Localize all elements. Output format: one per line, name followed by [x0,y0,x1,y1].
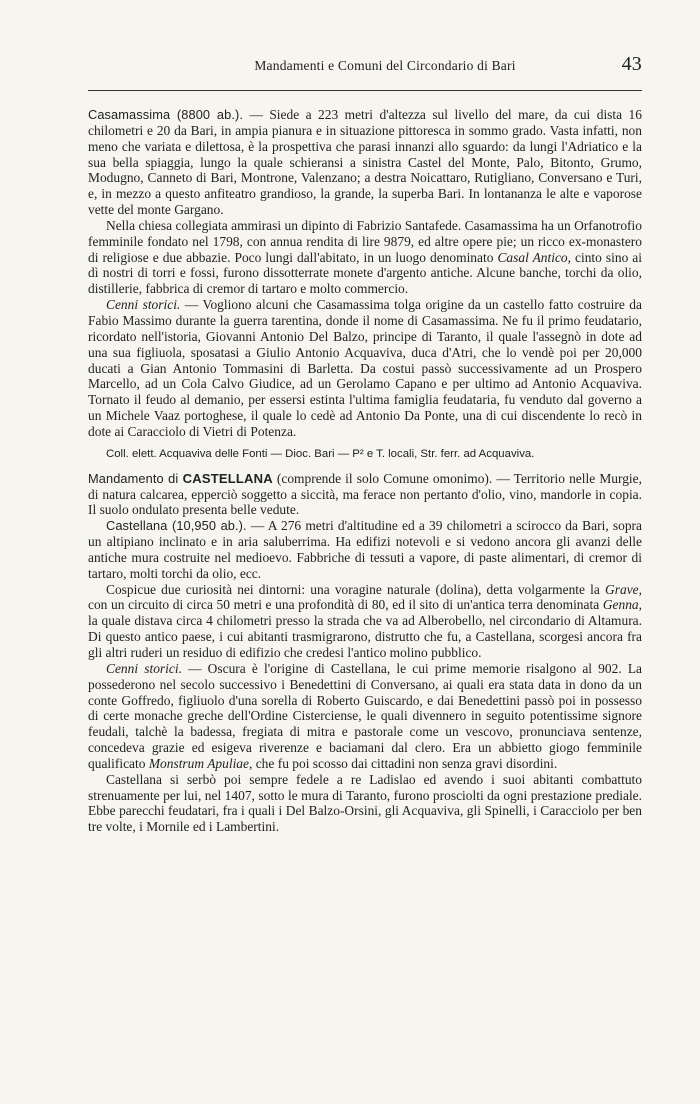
castellana-curiosities-paragraph [88,582,642,661]
body-text [88,107,642,835]
monstrum-apuliae-term: Monstrum Apuliae [148,755,249,771]
casamassima-history-text: — Vogliono alcuni che Casamassima tolga origine da un castello fatto costruire da Fabio Massimo durante la guerra tarentina, donde il nome di Casamassima. Ne fu il primo feudatario, ricordato nell'istoria, Giovanni Antonio Del Balzo, principe di Taranto, il quale l'assegnò in dote ad una sua figliuola, sposatasi a Giulio Antonio Acquaviva, duca d'Atri, che lo vendè poi per 20,000 ducati a Gian Antonio Tommasini di Barletta. Da costui passò successivamente ad un Prospero Marcello, ad un Cola Calvo Giudice, ad un Gerolamo Capano e per ultimo ad Antonio Acquaviva. Tornato il feudo al demanio, per essersi estinta l'ultima famiglia feudataria, fu venduto dal governo a un Michele Vaaz portoghese, il quale lo cedè ad Antonio Da Ponte, una di cui discendente lo recò in dote ai Caracciolo di Vietri di Potenza. [88,297,642,439]
castellana-ladislao-paragraph: Castellana si serbò poi sempre fedele a re Ladislao ed avendo i suoi abitanti combattuto strenuamente per lui, nel 1407, sotto le mura di Taranto, furono prosciolti da ogni prestazione prediale. Ebbe parecchi feudatari, fra i quali i Del Balzo-Orsini, gli Acquaviva, gli Spinelli, i Caracciolo per ben tre volte, i Mornile ed i Lambertini. [88,771,642,835]
castellana-district-text: (comprende il solo Comune omonimo). — Territorio nelle Murgie, di natura calcarea, epperciò soggetto a siccità, ma ferace non pertanto d'olio, vino, mandorle in copia. Il suolo ondulato presenta belle vedute. [88,470,642,518]
castellana-history-heading: Cenni storici. [106,660,182,676]
casamassima-church-text-b: , cinto sino ai dì nostri di torri e fossi, furono dissotterrate monete d'argento antiche. Alcune banche, torchi da olio, distillerie, fabbrica di cremor di tartaro e molto commercio. [88,249,642,297]
castellana-curiosities-text-a: Cospicue due curiosità nei dintorni: una voragine naturale (dolina), detta volgarmente la [106,581,606,597]
grave-term: Grave [605,581,639,597]
casamassima-history-paragraph [88,297,642,440]
casamassima-church-paragraph [88,218,642,297]
castellana-history-text-b: , che fu poi scosso dai cittadini non senza gravi disordini. [249,755,558,771]
casamassima-history-heading: Cenni storici. [106,297,181,313]
casamassima-electoral-note: Coll. elett. Acquaviva delle Fonti — Dioc. Bari — P² e T. locali, Str. ferr. ad Acquaviva. [106,447,535,460]
casamassima-church-text-a: Nella chiesa collegiata ammirasi un dipinto di Fabrizio Santafede. Casamassima ha un Orfanotrofio femminile fondato nel 1798, con annua rendita di lire 9879, ed altre opere pie; un ricco ex-monastero di religiose e due abbazie. Poco lungi dall'abitato, in un luogo denominato [88,217,642,265]
castellana-district-paragraph [88,471,642,519]
header-rule [88,90,642,91]
castellana-curiosities-text-c: , la quale distava circa 4 chilometri presso la strada che va ad Alberobello, nel circondario di Altamura. Di questo antico paese, i cui abitanti trasmigrarono, distrutto che fu, a Castellana, scorgesi ancora fra gli altri ruderi un residuo di edifizio che credesi l'antico molino pubblico. [88,597,642,660]
castellana-curiosities-text-b: , con un circuito di circa 50 metri e una profondità di 80, ed il sito di un'antica terra denominata [88,581,642,613]
castellana-history-text-a: — Oscura è l'origine di Castellana, le cui prime memorie risalgono al 902. La possederono nel secolo successivo i Benedettini di Conversano, ai quali era stata data in dono da un conte Goffredo, figliuolo d'una sorella di Roberto Guiscardo, e dai Benedettini passò poi in possesso di certe monache greche dell'Ordine Cisterciense, le quali divennero in seguito potentissime signore feudali, talchè la badessa, fregiata di mitra e pastorale come un vescovo, pronunciava sentenze, concedeva grazie ed esigeva riverenze e baciamani dal clero. Era un abbietto giogo femminile qualificato [88,660,642,771]
page-number: 43 [621,53,642,75]
running-title: Mandamenti e Comuni del Circondario di Bari [254,58,516,73]
casamassima-intro-paragraph [88,107,642,218]
casamassima-heading: Casamassima (8800 ab.). [88,107,243,122]
casamassima-intro-text: — Siede a 223 metri d'altezza sul livello del mare, da cui dista 16 chilometri e 20 da Bari, in ampia pianura e in situazione pittoresca in sommo grado. Vasta infatti, non meno che variata e dilettosa, è la prospettiva che parasi innanzi allo sguardo: da lungi l'Adriatico e la sua bella spiaggia, lungo la quale schieransi a sinistra Castel del Monte, Palo, Bitonto, Grumo, Modugno, Canneto di Bari, Montrone, Valenzano; a destra Noicattaro, Rutigliano, Conversano e Turi, e, in mezzo a questo anfiteatro grandioso, la grande, la superba Bari. In lontananza le alte e vaporose vette del monte Gargano. [88,107,642,218]
castellana-town-paragraph [88,518,642,581]
castellana-town-text: — A 276 metri d'altitudine ed a 39 chilometri a scirocco da Bari, sopra un altipiano inclinato e in aria saluberrima. Ha edifizi notevoli e si vedono ancora gli avanzi delle antiche mura costruite nel medioevo. Fabbriche di tessuti a vapore, di paste alimentari, di cremor di tartaro, molti torchi da olio, ecc. [88,518,642,581]
castellana-district-heading: CASTELLANA [182,470,273,486]
castellana-history-paragraph [88,661,642,772]
castellana-town-heading: Castellana (10,950 ab.). [106,518,247,534]
genna-term: Genna [602,597,639,613]
casal-antico-term: Casal Antico [497,249,568,265]
running-head [88,53,642,80]
castellana-district-label: Mandamento di [88,470,183,486]
